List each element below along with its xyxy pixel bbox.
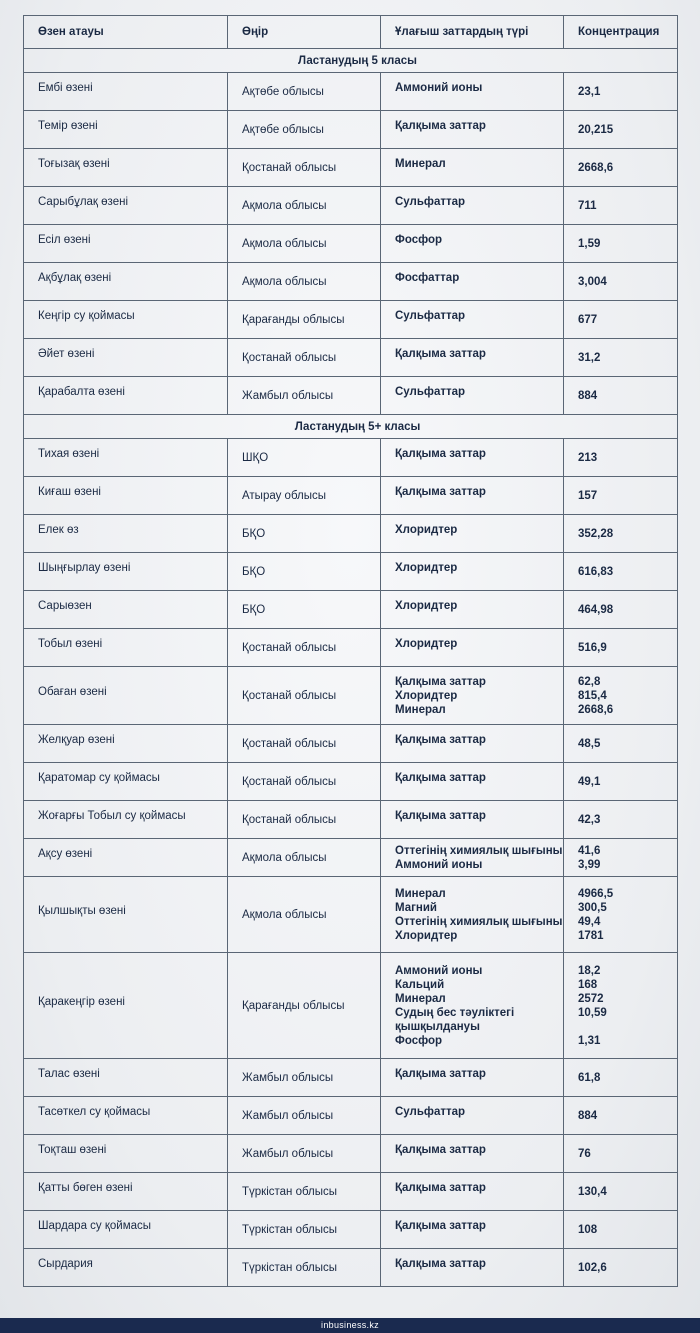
table-row bbox=[24, 591, 678, 629]
table-header-row bbox=[24, 16, 678, 49]
table-row bbox=[24, 801, 678, 839]
concentration-value: 48,5 bbox=[578, 737, 601, 750]
cell-pollutants bbox=[381, 629, 564, 667]
cell-pollutants bbox=[381, 1135, 564, 1173]
concentration-value: 616,83 bbox=[578, 565, 614, 578]
river-name: Шардара су қоймасы bbox=[38, 1219, 152, 1232]
section-row bbox=[24, 49, 678, 73]
river-name: Әйет өзені bbox=[38, 347, 95, 360]
cell-pollutants bbox=[381, 667, 564, 725]
cell-region: Қостанай облысы bbox=[228, 667, 381, 725]
header-river: Өзен атауы bbox=[24, 16, 228, 49]
cell-river-name bbox=[24, 725, 228, 763]
pollutant-type: Қалқыма заттар bbox=[395, 771, 486, 784]
cell-concentration bbox=[564, 553, 678, 591]
cell-pollutants bbox=[381, 149, 564, 187]
concentration-value: 464,98 bbox=[578, 603, 614, 616]
cell-river-name bbox=[24, 953, 228, 1059]
pollutant-type: Магний bbox=[395, 901, 437, 914]
pollutant-type: Қалқыма заттар bbox=[395, 733, 486, 746]
concentration-value: 300,5 bbox=[578, 901, 607, 914]
concentration-value: 76 bbox=[578, 1147, 591, 1160]
cell-region: Қостанай облысы bbox=[228, 725, 381, 763]
cell-region: Жамбыл облысы bbox=[228, 1059, 381, 1097]
cell-river-name bbox=[24, 149, 228, 187]
pollutant-type: Оттегінің химиялық шығыны bbox=[395, 915, 563, 928]
concentration-value: 20,215 bbox=[578, 123, 614, 136]
cell-region: Қостанай облысы bbox=[228, 339, 381, 377]
pollutant-type: Қалқыма заттар bbox=[395, 1219, 486, 1232]
pollutant-type: Қалқыма заттар bbox=[395, 675, 486, 688]
cell-region: Ақтөбе облысы bbox=[228, 111, 381, 149]
river-name: Жоғарғы Тобыл су қоймасы bbox=[38, 809, 186, 822]
cell-river-name bbox=[24, 1173, 228, 1211]
river-name: Қаракеңгір өзені bbox=[38, 995, 125, 1008]
cell-region: Ақмола облысы bbox=[228, 263, 381, 301]
concentration-value: 31,2 bbox=[578, 351, 601, 364]
footer-logo: inbusiness.kz bbox=[321, 1320, 379, 1330]
pollutant-type: Хлоридтер bbox=[395, 689, 458, 702]
river-name: Талас өзені bbox=[38, 1067, 100, 1080]
concentration-value: 157 bbox=[578, 489, 598, 502]
river-name: Сырдария bbox=[38, 1257, 93, 1270]
table-row bbox=[24, 629, 678, 667]
pollutant-type: Фосфаттар bbox=[395, 271, 460, 284]
pollutant-type: Сульфаттар bbox=[395, 385, 466, 398]
table-row bbox=[24, 301, 678, 339]
cell-concentration bbox=[564, 263, 678, 301]
cell-concentration bbox=[564, 1173, 678, 1211]
cell-river-name bbox=[24, 877, 228, 953]
pollutant-type: Қалқыма заттар bbox=[395, 485, 486, 498]
concentration-value: 168 bbox=[578, 978, 598, 991]
table-row bbox=[24, 725, 678, 763]
cell-concentration bbox=[564, 763, 678, 801]
cell-river-name bbox=[24, 301, 228, 339]
cell-concentration bbox=[564, 111, 678, 149]
river-name: Шыңғырлау өзені bbox=[38, 561, 131, 574]
section-title: Ластанудың 5 класы bbox=[24, 49, 678, 73]
concentration-value: 711 bbox=[578, 199, 597, 212]
cell-pollutants bbox=[381, 225, 564, 263]
cell-concentration bbox=[564, 149, 678, 187]
concentration-value: 41,6 bbox=[578, 844, 601, 857]
cell-river-name bbox=[24, 763, 228, 801]
pollutant-type: Сульфаттар bbox=[395, 195, 466, 208]
table-row bbox=[24, 263, 678, 301]
pollutant-type: Хлоридтер bbox=[395, 599, 458, 612]
cell-pollutants bbox=[381, 263, 564, 301]
cell-concentration bbox=[564, 225, 678, 263]
pollutant-type: Минерал bbox=[395, 703, 446, 716]
cell-region: Ақмола облысы bbox=[228, 225, 381, 263]
river-name: Темір өзені bbox=[38, 119, 98, 132]
pollutant-type: Кальций bbox=[395, 978, 445, 991]
table-row bbox=[24, 1059, 678, 1097]
cell-concentration bbox=[564, 301, 678, 339]
cell-river-name bbox=[24, 515, 228, 553]
table-row bbox=[24, 1173, 678, 1211]
concentration-value: 102,6 bbox=[578, 1261, 607, 1274]
cell-pollutants bbox=[381, 187, 564, 225]
cell-region: Қостанай облысы bbox=[228, 763, 381, 801]
cell-region: Ақтөбе облысы bbox=[228, 73, 381, 111]
cell-pollutants bbox=[381, 1059, 564, 1097]
cell-region: Қостанай облысы bbox=[228, 149, 381, 187]
cell-river-name bbox=[24, 1097, 228, 1135]
table-row bbox=[24, 1211, 678, 1249]
concentration-value bbox=[578, 1020, 677, 1034]
pollutant-type: Хлоридтер bbox=[395, 523, 458, 536]
river-name: Сарыбұлақ өзені bbox=[38, 195, 129, 208]
river-name: Тоқташ өзені bbox=[38, 1143, 107, 1156]
cell-pollutants bbox=[381, 953, 564, 1059]
cell-river-name bbox=[24, 553, 228, 591]
pollutant-type: Хлоридтер bbox=[395, 637, 458, 650]
concentration-value: 3,004 bbox=[578, 275, 607, 288]
concentration-value: 884 bbox=[578, 389, 598, 402]
table-body bbox=[24, 49, 678, 1287]
pollutant-type: Оттегінің химиялық шығыны bbox=[395, 844, 563, 857]
river-name: Тобыл өзені bbox=[38, 637, 103, 650]
pollutant-type: Қалқыма заттар bbox=[395, 119, 486, 132]
pollutant-type: Қалқыма заттар bbox=[395, 447, 486, 460]
cell-region: Жамбыл облысы bbox=[228, 1135, 381, 1173]
header-region: Өңір bbox=[228, 16, 381, 49]
pollutant-type: Қалқыма заттар bbox=[395, 347, 486, 360]
pollutant-type: Судың бес тәуліктегі bbox=[395, 1006, 515, 1019]
cell-concentration bbox=[564, 725, 678, 763]
cell-region: Қарағанды облысы bbox=[228, 953, 381, 1059]
cell-river-name bbox=[24, 111, 228, 149]
cell-river-name bbox=[24, 187, 228, 225]
pollutant-type: Қалқыма заттар bbox=[395, 1257, 486, 1270]
concentration-value: 49,4 bbox=[578, 915, 601, 928]
pollutant-type: Минерал bbox=[395, 887, 446, 900]
cell-pollutants bbox=[381, 377, 564, 415]
pollutant-type: Қалқыма заттар bbox=[395, 1067, 486, 1080]
pollutant-type: Минерал bbox=[395, 992, 446, 1005]
cell-river-name bbox=[24, 377, 228, 415]
cell-region: ШҚО bbox=[228, 439, 381, 477]
cell-river-name bbox=[24, 839, 228, 877]
pollutant-type: Фосфор bbox=[395, 1034, 443, 1047]
cell-concentration bbox=[564, 839, 678, 877]
cell-pollutants bbox=[381, 1097, 564, 1135]
river-name: Ақбұлақ өзені bbox=[38, 271, 112, 284]
cell-pollutants bbox=[381, 591, 564, 629]
table-row bbox=[24, 953, 678, 1059]
cell-region: Қарағанды облысы bbox=[228, 301, 381, 339]
pollutant-type: Минерал bbox=[395, 157, 446, 170]
pollutant-type: Қалқыма заттар bbox=[395, 1143, 486, 1156]
cell-pollutants bbox=[381, 839, 564, 877]
cell-pollutants bbox=[381, 553, 564, 591]
concentration-value: 4966,5 bbox=[578, 887, 614, 900]
table-row bbox=[24, 439, 678, 477]
cell-river-name bbox=[24, 667, 228, 725]
cell-region: БҚО bbox=[228, 553, 381, 591]
cell-region: БҚО bbox=[228, 591, 381, 629]
river-name: Қаратомар су қоймасы bbox=[38, 771, 160, 784]
pollutant-type: Аммоний ионы bbox=[395, 964, 483, 977]
concentration-value: 130,4 bbox=[578, 1185, 607, 1198]
table-row bbox=[24, 1249, 678, 1287]
cell-region: Ақмола облысы bbox=[228, 187, 381, 225]
cell-concentration bbox=[564, 877, 678, 953]
cell-concentration bbox=[564, 629, 678, 667]
cell-pollutants bbox=[381, 301, 564, 339]
cell-river-name bbox=[24, 1211, 228, 1249]
header-pollutant: Ұлағыш заттардың түрі bbox=[381, 16, 564, 49]
pollutant-type: Хлоридтер bbox=[395, 561, 458, 574]
pollutant-type: Қалқыма заттар bbox=[395, 809, 486, 822]
cell-river-name bbox=[24, 477, 228, 515]
site-footer bbox=[0, 1318, 700, 1333]
river-name: Қылшықты өзені bbox=[38, 904, 126, 917]
cell-region: Түркістан облысы bbox=[228, 1249, 381, 1287]
concentration-value: 352,28 bbox=[578, 527, 614, 540]
cell-river-name bbox=[24, 225, 228, 263]
section-title: Ластанудың 5+ класы bbox=[24, 415, 678, 439]
river-name: Қатты бөген өзені bbox=[38, 1181, 133, 1194]
cell-river-name bbox=[24, 73, 228, 111]
cell-region: Ақмола облысы bbox=[228, 839, 381, 877]
table-row bbox=[24, 877, 678, 953]
cell-river-name bbox=[24, 1135, 228, 1173]
pollutant-type: Сульфаттар bbox=[395, 1105, 466, 1118]
concentration-value: 108 bbox=[578, 1223, 598, 1236]
table-row bbox=[24, 667, 678, 725]
cell-concentration bbox=[564, 1211, 678, 1249]
cell-river-name bbox=[24, 263, 228, 301]
cell-concentration bbox=[564, 339, 678, 377]
pollutant-type: Фосфор bbox=[395, 233, 443, 246]
cell-region: Жамбыл облысы bbox=[228, 1097, 381, 1135]
cell-river-name bbox=[24, 339, 228, 377]
river-name: Тасөткел су қоймасы bbox=[38, 1105, 151, 1118]
cell-concentration bbox=[564, 439, 678, 477]
river-name: Ембі өзені bbox=[38, 81, 93, 94]
cell-concentration bbox=[564, 377, 678, 415]
river-name: Сарыөзен bbox=[38, 599, 92, 612]
concentration-value: 23,1 bbox=[578, 85, 601, 98]
concentration-value: 49,1 bbox=[578, 775, 601, 788]
table-row bbox=[24, 763, 678, 801]
cell-river-name bbox=[24, 591, 228, 629]
cell-concentration bbox=[564, 667, 678, 725]
cell-concentration bbox=[564, 591, 678, 629]
cell-region: Қостанай облысы bbox=[228, 629, 381, 667]
cell-pollutants bbox=[381, 1173, 564, 1211]
cell-pollutants bbox=[381, 1249, 564, 1287]
table-row bbox=[24, 187, 678, 225]
cell-river-name bbox=[24, 439, 228, 477]
river-name: Желқуар өзені bbox=[38, 733, 115, 746]
cell-region: Ақмола облысы bbox=[228, 877, 381, 953]
cell-pollutants bbox=[381, 339, 564, 377]
concentration-value: 815,4 bbox=[578, 689, 607, 702]
cell-region: Қостанай облысы bbox=[228, 801, 381, 839]
river-name: Обаған өзені bbox=[38, 685, 107, 698]
concentration-value: 42,3 bbox=[578, 813, 601, 826]
pollutant-type: қышқылдануы bbox=[395, 1020, 480, 1033]
cell-concentration bbox=[564, 73, 678, 111]
table-row bbox=[24, 377, 678, 415]
cell-region: Түркістан облысы bbox=[228, 1173, 381, 1211]
cell-concentration bbox=[564, 1249, 678, 1287]
river-name: Есіл өзені bbox=[38, 233, 91, 246]
cell-pollutants bbox=[381, 1211, 564, 1249]
concentration-value: 18,2 bbox=[578, 964, 601, 977]
cell-concentration bbox=[564, 187, 678, 225]
table-row bbox=[24, 553, 678, 591]
river-name: Ақсу өзені bbox=[38, 847, 93, 860]
concentration-value: 1781 bbox=[578, 929, 604, 942]
pollutant-type: Аммоний ионы bbox=[395, 81, 483, 94]
cell-concentration bbox=[564, 801, 678, 839]
cell-pollutants bbox=[381, 515, 564, 553]
pollutant-type: Қалқыма заттар bbox=[395, 1181, 486, 1194]
pollutant-type: Сульфаттар bbox=[395, 309, 466, 322]
cell-concentration bbox=[564, 477, 678, 515]
concentration-value: 2572 bbox=[578, 992, 604, 1005]
table-row bbox=[24, 339, 678, 377]
concentration-value: 61,8 bbox=[578, 1071, 601, 1084]
table-row bbox=[24, 1097, 678, 1135]
cell-pollutants bbox=[381, 73, 564, 111]
concentration-value: 2668,6 bbox=[578, 703, 614, 716]
cell-pollutants bbox=[381, 439, 564, 477]
cell-pollutants bbox=[381, 725, 564, 763]
cell-river-name bbox=[24, 1249, 228, 1287]
table-row bbox=[24, 515, 678, 553]
concentration-value: 677 bbox=[578, 313, 598, 326]
table-row bbox=[24, 111, 678, 149]
cell-river-name bbox=[24, 801, 228, 839]
river-name: Тихая өзені bbox=[38, 447, 100, 460]
pollutant-type: Аммоний ионы bbox=[395, 858, 483, 871]
cell-concentration bbox=[564, 515, 678, 553]
concentration-value: 10,59 bbox=[578, 1006, 607, 1019]
river-name: Киғаш өзені bbox=[38, 485, 101, 498]
table-row bbox=[24, 73, 678, 111]
cell-region: БҚО bbox=[228, 515, 381, 553]
concentration-value: 516,9 bbox=[578, 641, 607, 654]
river-name: Елек өз bbox=[38, 523, 79, 536]
cell-pollutants bbox=[381, 477, 564, 515]
header-concentration: Концентрация bbox=[564, 16, 678, 49]
cell-pollutants bbox=[381, 877, 564, 953]
cell-region: Атырау облысы bbox=[228, 477, 381, 515]
table-row bbox=[24, 225, 678, 263]
concentration-value: 3,99 bbox=[578, 858, 601, 871]
cell-pollutants bbox=[381, 801, 564, 839]
cell-concentration bbox=[564, 1097, 678, 1135]
cell-concentration bbox=[564, 1059, 678, 1097]
river-name: Қарабалта өзені bbox=[38, 385, 125, 398]
river-name: Тоғызақ өзені bbox=[38, 157, 110, 170]
table-row bbox=[24, 839, 678, 877]
concentration-value: 62,8 bbox=[578, 675, 601, 688]
pollutant-type: Хлоридтер bbox=[395, 929, 458, 942]
table-row bbox=[24, 1135, 678, 1173]
section-row bbox=[24, 415, 678, 439]
cell-river-name bbox=[24, 1059, 228, 1097]
concentration-value: 884 bbox=[578, 1109, 598, 1122]
concentration-value: 213 bbox=[578, 451, 598, 464]
concentration-value: 1,31 bbox=[578, 1034, 601, 1047]
cell-concentration bbox=[564, 953, 678, 1059]
table-row bbox=[24, 149, 678, 187]
pollution-table bbox=[23, 15, 678, 1287]
cell-region: Түркістан облысы bbox=[228, 1211, 381, 1249]
concentration-value: 1,59 bbox=[578, 237, 601, 250]
table-row bbox=[24, 477, 678, 515]
cell-river-name bbox=[24, 629, 228, 667]
cell-concentration bbox=[564, 1135, 678, 1173]
cell-region: Жамбыл облысы bbox=[228, 377, 381, 415]
cell-pollutants bbox=[381, 763, 564, 801]
concentration-value: 2668,6 bbox=[578, 161, 614, 174]
river-name: Кеңгір су қоймасы bbox=[38, 309, 135, 322]
cell-pollutants bbox=[381, 111, 564, 149]
